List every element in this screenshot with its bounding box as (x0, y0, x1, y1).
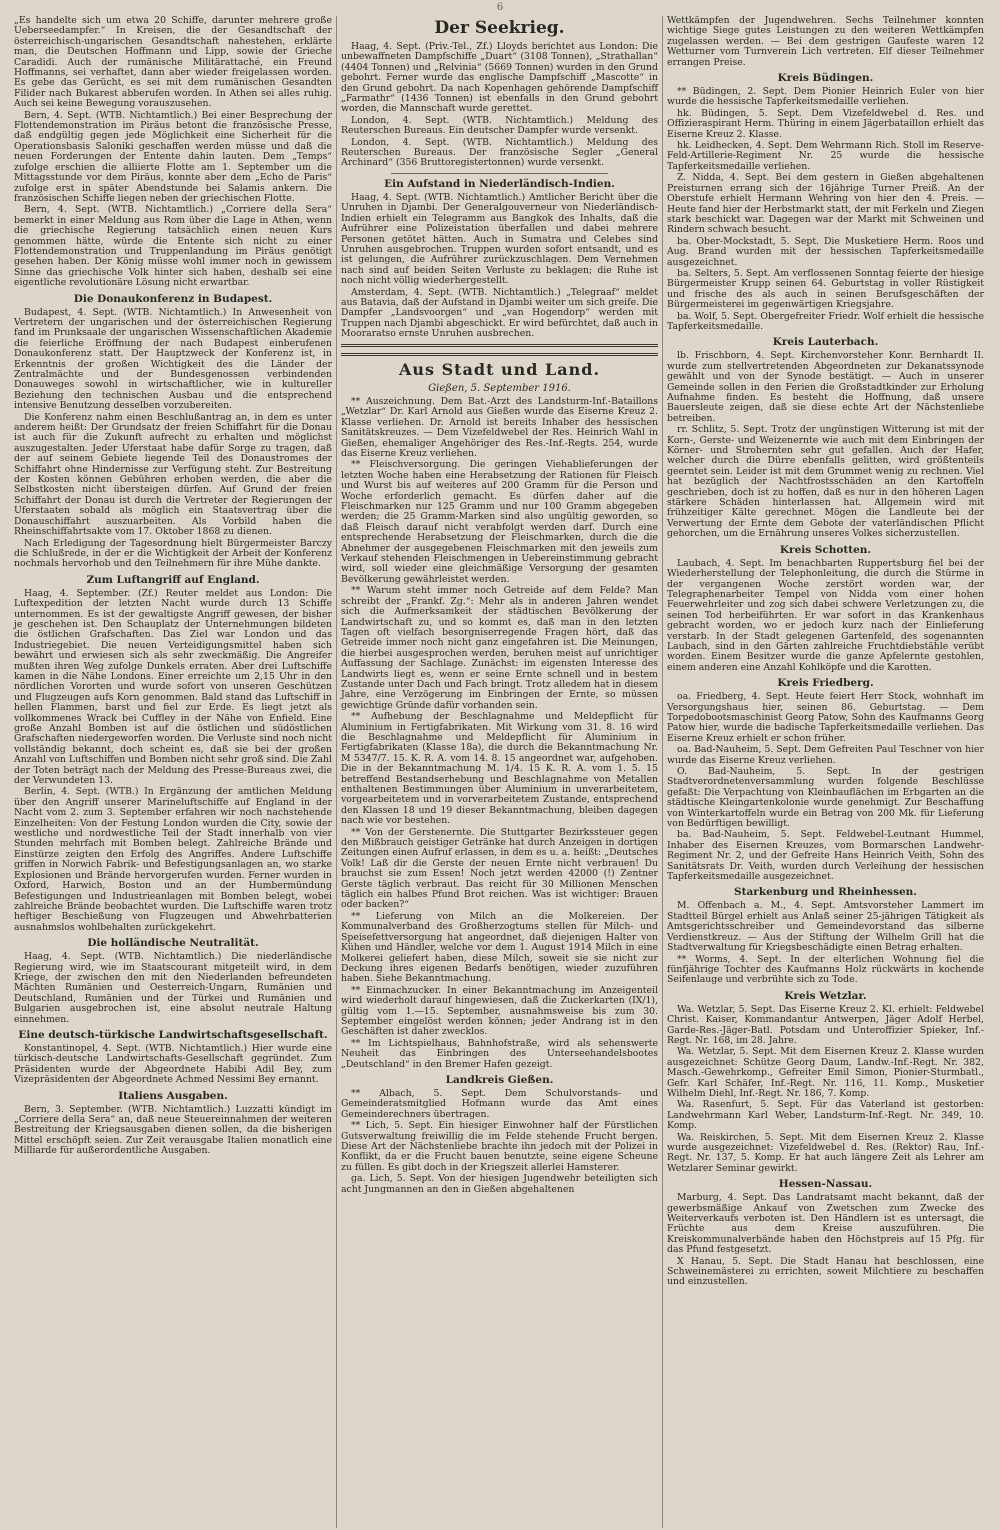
article-headline: Kreis Lauterbach. (772, 336, 879, 349)
dateline: Gießen, 5. September 1916. (428, 382, 571, 394)
article-paragraph: hk. Leidhecken, 4. Sept. Dem Wehrmann Rich. Stoll im Reserve-Feld-Artillerie-Regiment Nr. 25 wurde die hessische Tapferkeitsmedaille verliehen. (667, 140, 984, 172)
article-paragraph: ** Worms, 4. Sept. In der elterlichen Wohnung fiel die fünfjährige Tochter des Kaufmanns Holz rückwärts in kochende Seifenlauge und verbrühte sich zu Tode. (667, 953, 984, 986)
article-paragraph: Haag, 4. Sept. (WTB. Nichtamtlich.) Die niederländische Regierung wird, wie im Staatscourant mitgeteilt wird, in dem Kriege, der zwischen den mit den Niederlanden befreundeten Mächten Rumänien und Oesterreich-Ungarn, Rumänien und Deutschland, Rumänien und der Türkei und Rumänien und Bulgarien ausgebrochen ist, eine absolut neutrale Haltung einnehmen. (14, 951, 332, 1025)
article-paragraph: Konstantinopel, 4. Sept. (WTB. Nichtamtlich.) Hier wurde eine türkisch-deutsche Landwirtschafts-Gesellschaft gegründet. Zum Präsidenten wurde der Abgeordnete Habibi Adil Bey, zum Vizepräsidenten der Abgeordnete Achmed Nessimi Bey ernannt. (14, 1042, 332, 1086)
article-paragraph: Budapest, 4. Sept. (WTB. Nichtamtlich.) In Anwesenheit von Vertretern der ungarischen und der österreichischen Regierung fand im Prunksaale der ungarischen Wissenschaftlichen Akademie die feierliche Eröffnung der nach Budapest einberufenen Donaukonferenz statt. Der Hauptzweck der Konferenz ist, in Erkenntnis der großen Wichtigkeit des die Länder der Zentralmächte und der Bundesgenossen verbindenden Donauweges sowohl in wirtschaftlicher, wie in kultureller Beziehung den technischen Ausbau und die entsprechend intensive Benutzung desselben vorzubereiten. (14, 306, 332, 412)
article-paragraph: Nach Erledigung der Tagesordnung hielt Bürgermeister Barczy die Schlußrede, in der er die Wichtigkeit der Arbeit der Konferenz nochmals hervorhob und den Teilnehmern für ihre Mühe dankte. (14, 537, 332, 570)
article-paragraph: ** Im Lichtspielhaus, Bahnhofstraße, wird als sehenswerte Neuheit das Einbringen des Unterseehandelsbootes „Deutschland“ in den Bremer Hafen gezeigt. (341, 1037, 658, 1070)
article-paragraph: ** Einmachzucker. In einer Bekanntmachung im Anzeigenteil wird wiederholt darauf hingewiesen, daß die Zuckerkarten (IX/1), gültig vom 1.—15. September, ausnahmsweise bis zum 30. September eingelöst werden können; jeder Andrang ist in den Geschäften ist daher zwecklos. (341, 984, 658, 1038)
article-paragraph: ba. Ober-Mockstadt, 5. Sept. Die Musketiere Herm. Roos und Aug. Brand wurden mit der hessischen Tapferkeitsmedaille ausgezeichnet. (667, 235, 984, 268)
article-paragraph: Bern, 4. Sept. (WTB. Nichtamtlich.) Bei einer Besprechung der Flottendemonstration im Piräus betont die französische Presse, daß endgültig gegen jede Möglichkeit eine Sicherheit für die Operationsbasis Saloniki geschaffen werden müsse und daß die neuen Forderungen der Entente dahin lauten. Dem „Temps“ zufolge erschien die alliierte Flotte am 1. September um die Mittagsstunde vor dem Piräus, konnte aber dem „Echo de Paris“ zufolge erst in später Abendstunde bei Salamis ankern. Die französischen Schiffe liegen neben der griechischen Flotte. (14, 109, 332, 204)
article-paragraph: Haag, 4. Sept. (WTB. Nichtamtlich.) Amtlicher Bericht über die Unruhen in Djambi. Der Generalgouverneur von Niederländisch-Indien erhielt ein Telegramm aus Bangkok des Inhalts, daß die Aufrührer eine Polizeistation überfallen und dabei mehrere Personen getötet hätten. Auch in Sumatra und Celebes sind Unruhen ausgebrochen. Truppen wurden sofort entsandt, und es ist gelungen, die Aufrührer zurückzuschlagen. Dem Vernehmen nach sind auf beiden Seiten Verluste zu beklagen; die Ruhe ist noch nicht völlig wiederhergestellt. (341, 191, 658, 287)
local-news-heading: Aus Stadt und Land. (341, 353, 658, 380)
article-paragraph: hk. Büdingen, 5. Sept. Dem Vizefeldwebel d. Res. und Offizieraspirant Herm. Thüring in einem Jägerbataillon erhielt das Eiserne Kreuz 2. Klasse. (667, 107, 984, 140)
article-paragraph: Wa. Reiskirchen, 5. Sept. Mit dem Eisernen Kreuz 2. Klasse wurde ausgezeichnet: Vizefeldwebel d. Res. (Rektor) Rau, Inf.-Regt. Nr. 137, 5. Komp. Er hat auch längere Zeit als Lehrer am Wetzlarer Seminar gewirkt. (667, 1131, 984, 1174)
article-paragraph: ** Büdingen, 2. Sept. Dem Pionier Heinrich Euler von hier wurde die hessische Tapferkeitsmedaille verliehen. (667, 86, 984, 108)
article-paragraph: ba. Wolf, 5. Sept. Obergefreiter Friedr. Wolf erhielt die hessische Tapferkeitsmedaille. (667, 310, 984, 332)
article-paragraph: Die Konferenz nahm einen Beschlußantrag an, in dem es unter anderem heißt: Der Grundsatz der freien Schiffahrt für die Donau ist auch für die Zukunft aufrecht zu erhalten und möglichst auszugestalten. Jeder Uferstaat habe dafür Sorge zu tragen, daß der auf seinem Gebiete liegende Teil des Donaustromes der Schiffahrt ohne Hindernisse zur Verfügung steht. Zur Bestreitung der Kosten können Gebühren erhoben werden, die aber die Selbstkosten nicht übersteigen dürfen. Auf Grund der freien Schiffahrt der Donau ist durch die Vertreter der Regierungen der Uferstaaten sobald als möglich ein Staatsvertrag über die Donauschiffahrt auszuarbeiten. Als Vorbild haben die Rheinschiffahrtsakte vom 17. Oktober 1868 zu dienen. (14, 411, 332, 538)
article-paragraph: ** Warum steht immer noch Getreide auf dem Felde? Man schreibt der „Frankf. Zg.“: Mehr als in anderen Jahren wendet sich die Aufmerksamkeit der städtischen Bevölkerung der Landwirtschaft zu, und so kommt es, daß man in den letzten Tagen oft vielfach besorgniserregende Fragen hört, daß das Getreide immer noch nicht ganz eingefahren ist. Die Meinungen, die hierbei ausgesprochen werden, beruhen meist auf unrichtiger Auffassung der Sachlage. Zunächst: im eigensten Interesse des Landwirts liegt es, wenn er seine Ernte schnell und in bestem Zustande unter Dach und Fach bringt. Trotz alledem hat in diesem Jahre, eine Verzögerung im Einbringen der Ernte, so müssen gewichtige Gründe dafür vorhanden sein. (341, 585, 658, 711)
article-paragraph: Berlin, 4. Sept. (WTB.) In Ergänzung der amtlichen Meldung über den Angriff unserer Marineluftschiffe auf England in der Nacht vom 2. zum 3. September erfahren wir noch nachstehende Einzelheiten: Von der Festung London wurden die City, sowie der westliche und nordwestliche Teil der Stadt innerhalb von vier Stunden mehrfach mit Bomben belegt. Zahlreiche Brände und Einstürze zeigten den Erfolg des Angriffes. Andere Luftschiffe griffen in Norwich Fabrik- und Befestigungsanlagen an, wo starke Explosionen und Brände hervorgerufen wurden. Ferner wurden in Oxford, Harwich, Boston und an der Humbermündung Befestigungen und Industrieanlagen mit Bomben belegt, wobei zahlreiche Brände beobachtet wurden. Die Luftschiffe waren trotz heftiger Beschießung von Flugzeugen und Abwehrbatterien ausnahmslos wohlbehalten zurückgekehrt. (14, 786, 332, 933)
article-headline: Kreis Friedberg. (777, 677, 874, 690)
article-paragraph: Marburg, 4. Sept. Das Landratsamt macht bekannt, daß der gewerbsmäßige Ankauf von Zwetschen zum Zwecke des Weiterverkaufs verboten ist. Den Händlern ist es untersagt, die Früchte aus dem Kreise auszuführen. Die Kreiskommunalverbände haben den Höchstpreis auf 15 Pfg. für das Pfund festgesetzt. (667, 1192, 984, 1256)
double-divider (341, 344, 658, 347)
article-headline: Kreis Büdingen. (777, 72, 874, 85)
article-paragraph: Wa. Wetzlar, 5. Sept. Mit dem Eisernen Kreuz 2. Klasse wurden ausgezeichnet: Schütze Georg Daum, Landw.-Inf.-Regt. Nr. 382, Masch.-Gewehrkomp., Gefreiter Emil Simon, Pionier-Sturmbatl., Gefr. Karl Schäfer, Inf.-Regt. Nr. 116, 11. Komp., Musketier Wilhelm Diehl, Inf.-Regt. Nr. 186, 7. Komp. (667, 1046, 984, 1099)
article-paragraph: Wa. Rasenfurt, 5. Sept. Für das Vaterland ist gestorben: Landwehrmann Karl Weber, Landsturm-Inf.-Regt. Nr. 349, 10. Komp. (667, 1099, 984, 1132)
columns (10, 16, 990, 1528)
article-paragraph: London, 4. Sept. (WTB. Nichtamtlich.) Meldung des Reuterschen Bureaus. Ein deutscher Dampfer wurde versenkt. (341, 114, 658, 137)
column-1 (10, 16, 336, 1528)
article-paragraph: Laubach, 4. Sept. Im benachbarten Ruppertsburg fiel bei der Wiederherstellung der Telephonleitung, die durch die Stürme in der vergangenen Woche zerstört worden war, der Telegraphenarbeiter Tempel von Nidda vom einer hohen Feuerwehrleiter und zog sich dabei schwere Verletzungen zu, die seinen Tod herbeiführten. Er war sofort in das Krankenhaus gebracht worden, wo er jedoch kurz nach der Einlieferung verstarb. In der Stadt gelegenen Gartenfeld, des sogenannten Laubach, sind in den Gärten zahlreiche Fruchtdiebstähle verübt worden. Einem Besitzer wurde die ganze Apfelernte gestohlen, einem anderen eine Anzahl Kohlköpfe und die Karotten. (667, 557, 984, 673)
article-paragraph: Haag, 4. September. (Zf.) Reuter meldet aus London: Die Luftexpedition der letzten Nacht wurde durch 13 Schiffe unternommen. Es ist der gewaltigste Angriff gewesen, der bisher je geschehen ist. Den Schauplatz der Unternehmungen bildeten die östlichen Grafschaften. Das Ziel war London und das Industriegebiet. Die neuen Verteidigungsmittel haben sich bewährt und erwiesen sich als sehr zweckmäßig. Die Angreifer mußten ihren Weg zufolge Dunkels erraten. Aber drei Luftschiffe kamen in die Nähe Londons. Einer erreichte um 2,15 Uhr in den nördlichen Vororten und wurde sofort von unseren Geschützen und Flugzeugen aufs Korn genommen. Bald stand das Luftschiff in hellen Flammen, barst und fiel zur Erde. Es liegt jetzt als vollkommenes Wrack bei Cuffley in der Nähe von Enfield. Eine große Anzahl Bomben ist auf die östlichen und südöstlichen Grafschaften niedergeworfen worden. Die Verluste sind noch nicht vollständig bekannt, doch scheint es, daß sie bei der großen Anzahl von Luftschiffen und Bomben nicht sehr groß sind. Die Zahl der Toten beträgt nach der Meldung des Presse-Bureaus zwei, die der Verwundeten 13. (14, 587, 332, 787)
article-headline: Die holländische Neutralität. (87, 937, 259, 950)
column-3 (662, 16, 988, 1528)
article-paragraph: Bern, 3. September. (WTB. Nichtamtlich.) Luzzatti kündigt im „Corriere della Sera“ an, daß neue Steuereinnahmen der weiteren Bestreitung der Kriegsausgaben dienen sollen, da die bisherigen Mittel erschöpft seien. Zur Zeit verausgabe Italien monatlich eine Milliarde für außerordentliche Ausgaben. (14, 1103, 332, 1157)
article-paragraph: M. Offenbach a. M., 4. Sept. Amtsvorsteher Lammert im Stadtteil Bürgel erhielt aus Anlaß seiner 25-jährigen Tätigkeit als Amtsgerichtsschreiber und Gemeindevorstand das silberne Verdienstkreuz. — Aus der Stiftung der Wilhelm Grill hat die Stadtverwaltung für Kriegsbeschädigte einen Betrag erhalten. (667, 900, 984, 954)
article-paragraph: London, 4. Sept. (WTB. Nichtamtlich.) Meldung des Reuterschen Bureaus. Der französische Segler „General Archinard“ (356 Bruttoregistertonnen) wurde versenkt. (341, 136, 658, 169)
article-paragraph: Bern, 4. Sept. (WTB. Nichtamtlich.) „Corriere della Sera“ bemerkt in einer Meldung aus Rom über die Lage in Athen, wenn die griechische Regierung tatsächlich einen neuen Kurs genommen hätte, würde die Entente sich nicht zu einer Flottendemonstration und Truppenlandung im Piräus genötigt gesehen haben. Der König müsse wohl immer noch in gewissem Sinne das griechische Volk hinter sich haben, deshalb sei eine eigentliche revolutionäre Lösung nicht erwartbar. (14, 204, 332, 289)
article-paragraph: ba. Bad-Nauheim, 5. Sept. Feldwebel-Leutnant Hummel, Inhaber des Eisernen Kreuzes, vom Bormarschen Landwehr-Regiment Nr. 2, und der Gefreite Hans Heinrich Veith, Sohn des Sanitätsrats Dr. Veith, wurden durch Verleihung der hessischen Tapferkeitsmedaille ausgezeichnet. (667, 829, 984, 883)
article-paragraph: ** Albach, 5. Sept. Dem Schulvorstands- und Gemeinderatsmitglied Hofmann wurde das Amt eines Gemeinderechners übertragen. (341, 1087, 658, 1120)
article-paragraph: Haag, 4. Sept. (Priv.-Tel., Zf.) Lloyds berichtet aus London: Die unbewaffneten Dampfschiffe „Duart“ (3108 Tonnen), „Strathallan“ (4404 Tonnen) und „Relvinia“ (5669 Tonnen) wurden in den Grund gebohrt. Ferner wurde das englische Dampfschiff „Mascotte“ in den Grund gebohrt. Da nach Kopenhagen gehörende Dampfschiff „Farmathr“ (1436 Tonnen) ist ebenfalls in den Grund gebohrt worden, die Mannschaft wurde gerettet. (341, 41, 658, 115)
article-headline: Starkenburg und Rheinhessen. (734, 886, 917, 899)
article-paragraph: „Es handelte sich um etwa 20 Schiffe, darunter mehrere große Ueberseedampfer.“ In Kreisen, die der Gesandtschaft der österreichisch-ungarischen Gesandtschaft nahestehen, erklärte man, die Deutschen Hoffmann und Lipp, sowie der Grieche Caradidi. Auch der rumänische Militärattaché, ein Freund Hoffmanns, sei verhaftet, dann aber wieder freigelassen worden. Es gebe das Gerücht, es sei mit dem rumänischen Gesandten Filider nach Bukarest abberufen worden. In Athen sei alles ruhig. Auch sei keine Bewegung vorauszusehen. (14, 16, 332, 110)
article-headline: Eine deutsch-türkische Landwirtschaftsgesellschaft. (18, 1028, 328, 1041)
column-2 (336, 16, 662, 1528)
article-paragraph: ** Fleischversorgung. Die geringen Viehablieferungen der letzten Woche haben eine Herabsetzung der Rationen für Fleisch und Wurst bis auf weiteres auf 200 Gramm für die Person und Woche erforderlich gemacht. Es dürfen daher auf die Fleischmarken nur 125 Gramm und nur 100 Gramm abgegeben werden; die 25 Gramm-Marken sind also ungültig geworden, so daß Fleisch darauf nicht verabfolgt werden darf. Durch eine entsprechende Herabsetzung der Fleischmarken, durch die die Abnehmer der ausgegebenen Fleischmarken mit den jeweils zum Verkauf stehenden Fleischmengen in Uebereinstimmung gebracht wird, soll wieder eine gleichmäßige Versorgung der gesamten Bevölkerung gewährleistet werden. (341, 459, 658, 585)
article-headline: Zum Luftangriff auf England. (86, 573, 260, 586)
article-paragraph: oa. Bad-Nauheim, 5. Sept. Dem Gefreiten Paul Teschner von hier wurde das Eiserne Kreuz verliehen. (667, 744, 984, 766)
article-headline: Ein Aufstand in Niederländisch-Indien. (384, 177, 615, 190)
article-paragraph: ba. Selters, 5. Sept. Am verflossenen Sonntag feierte der hiesige Bürgermeister Krupp seinen 64. Geburtstag in voller Rüstigkeit und frische des als auch in seinen Berufsgeschäften der Bürgermeisterei im gegenwärtigen Kriegsjahre. (667, 267, 984, 311)
article-paragraph: ** Lich, 5. Sept. Ein hiesiger Einwohner half der Fürstlichen Gutsverwaltung freiwillig die im Felde stehende Frucht bergen. Diese Art der Nächstenliebe brachte ihn jedoch mit der Polizei in Konflikt, da er die Frucht bauen benutzte, seine eigene Scheune zu füllen. Es gibt doch in der Kriegszeit allerlei Hamsterer. (341, 1120, 658, 1173)
article-paragraph: O. Bad-Nauheim, 5. Sept. In der gestrigen Stadtverordnetenversammlung wurden folgende Beschlüsse gefaßt: Die Verpachtung von Kleinbauflächen im Erbgarten an die städtische Kleingartenkolonie wurde genehmigt. Zur Beschaffung von Winterkartoffeln wurde ein Betrag von 200 Mk. für Lieferung von Bedürftigen bewilligt. (667, 766, 984, 830)
article-headline: Landkreis Gießen. (445, 1073, 554, 1086)
article-paragraph: ** Auszeichnung. Dem Bat.-Arzt des Landsturm-Inf.-Bataillons „Wetzlar“ Dr. Karl Arnold aus Gießen wurde das Eiserne Kreuz 2. Klasse verliehen. Dr. Arnold ist bereits Inhaber des hessischen Sanitätskreuzes. — Dem Vizefeldwebel der Res. Heinrich Wahl in Gießen, ehemaliger Angehöriger des Res.-Inf.-Regts. 254, wurde das Eiserne Kreuz verliehen. (341, 395, 658, 459)
article-paragraph: ** Aufhebung der Beschlagnahme und Meldepflicht für Aluminium in Fertigfabrikaten. Mit Wirkung vom 31. 8. 16 wird die Beschlagnahme und Meldepflicht für Aluminium in Fertigfabrikaten (Klasse 18a), die durch die Bekanntmachung Nr. M 5347/7. 15. K. R. A. vom 14. 8. 15 angeordnet war, aufgehoben. Die in der Bekanntmachung M. 1/4. 15 K. R. A. vom 1. 5. 15 betreffend Bestandserhebung und Beschlagnahme von Metallen enthaltenen Bestimmungen über Aluminium in unverarbeitetem, vorgearbeitetem und in vorverarbeitetem Zustande, entsprechend den Klassen 18 und 19 dieser Bekanntmachung, bleiben dagegen nach wie vor bestehen. (341, 711, 658, 827)
article-paragraph: oa. Friedberg, 4. Sept. Heute feiert Herr Stock, wohnhaft im Versorgungshaus hier, seinen 86. Geburtstag. — Dem Torpedobootsmaschinist Georg Patow, Sohn des Kaufmanns Georg Patow hier, wurde die badische Tapferkeitsmedaille verliehen. Das Eiserne Kreuz erhielt er schon früher. (667, 691, 984, 744)
article-paragraph: ** Lieferung von Milch an die Molkereien. Der Kommunalverband des Großherzogtums stellen für Milch- und Speisefettversorgung hat angeordnet, daß diejenigen Halter von Kühen und Händler, welche vor dem 1. August 1914 Milch in eine Molkerei geliefert haben, diese Milch, soweit sie sie nicht zur Deckung ihres eigenen Bedarfs benötigen, wieder zuzuführen haben. Siehe Bekanntmachung. (341, 910, 658, 985)
article-paragraph: lb. Frischborn, 4. Sept. Kirchenvorsteher Konr. Bernhardt II. wurde zum stellvertretenden Abgeordneten zur Dekanatssynode gewählt und von der Synode bestätigt. — Auch in unserer Gemeinde sollen in den Ferien die Großstadtkinder zur Erholung Aufnahme finden. Es besteht die Hoffnung, daß unsere Bauersleute zeigen, daß sie diese echte Art der Nächstenliebe betreiben. (667, 350, 984, 424)
article-headline: Die Donaukonferenz in Budapest. (73, 292, 273, 305)
section-heading: Der Seekrieg. (434, 18, 565, 38)
article-headline: Kreis Schotten. (779, 543, 872, 556)
article-paragraph: Amsterdam, 4. Sept. (WTB. Nichtamtlich.) „Telegraaf“ meldet aus Batavia, daß der Aufstand in Djambi weiter um sich greife. Die Dampfer „Landsvoorgen“ und „van Hogendorp“ werden mit Truppen nach Djambi abgeschickt. Er wird befürchtet, daß auch in Mooraratso ernste Unruhen ausbrechen. (341, 286, 658, 340)
article-headline: Italiens Ausgaben. (118, 1089, 228, 1102)
article-headline: Kreis Wetzlar. (784, 989, 867, 1002)
article-paragraph: ** Von der Gerstenernte. Die Stuttgarter Bezirkssteuer gegen den Mißbrauch geistiger Getränke hat durch Anzeigen in dortigen Zeitungen einen Aufruf erlassen, in dem es u. a. heißt: „Deutsches Volk! Laß dir die Gerste der neuen Ernte nicht verbrauen! Du brauchst sie zum Essen! Noch jetzt werden 42000 (!) Zentner Gerste täglich verbraut. Das reicht für 30 Millionen Menschen täglich ein halbes Pfund Brot reichen. Was ist wichtiger: Brauen oder backen?“ (341, 826, 658, 911)
article-paragraph: Wettkämpfen der Jugendwehren. Sechs Teilnehmer konnten wichtige Siege gutes Leistungen zu den weiteren Wettkämpfen zugelassen werden. — Bei dem gestrigen Gaufeste waren 12 Wetturner vom Turnverein Lich vertreten. Elf dieser Teilnehmer errangen Preise. (667, 16, 984, 68)
article-paragraph: Wa. Wetzlar, 5. Sept. Das Eiserne Kreuz 2. Kl. erhielt: Feldwebel Christ. Kaiser, Kommandantur Antwerpen, Jäger Adolf Herbel, Garde-Res.-Jäger-Batl. Potsdam und Unteroffizier Spieker, Inf.-Regt. Nr. 168, im 28. Jahre. (667, 1003, 984, 1046)
article-paragraph: ga. Lich, 5. Sept. Von der hiesigen Jugendwehr beteiligten sich acht Jungmannen an den in Gießen abgehaltenen (341, 1173, 658, 1195)
article-headline: Hessen-Nassau. (778, 1178, 873, 1191)
article-paragraph: rr. Schlitz, 5. Sept. Trotz der ungünstigen Witterung ist mit der Korn-, Gerste- und Weizenernte wie auch mit dem Einbringen der Körner- und Strohernten sehr gut gefallen. Auch der Hafer, welcher durch die Dürre ebenfalls gelitten, wird größtenteils geerntet sein. Leider ist mit dem Grummet wenig zu rechnen. Viel hat bezüglich der Nachtfrostsschäden an den Kartoffeln geschrieben, doch ist zu hoffen, daß es nur in den höheren Lagen stärkere Schäden hinterlassen hat. Allgemein wird mit frühzeitiger Kälte gerechnet. Mögen die Landleute bei der Verwertung der Ernte dem Gebote der vaterländischen Pflicht gehorchen, um die Ernährung unseres Volkes sicherzustellen. (667, 424, 984, 540)
divider (391, 173, 608, 174)
page-number: 6 (496, 2, 504, 13)
article-paragraph: Z. Nidda, 4. Sept. Bei dem gestern in Gießen abgehaltenen Preisturnen errang sich der 16jährige Turner Preiß. An der Oberstufe erhielt Hermann Wehring von hier den 4. Preis. — Heute fand hier der Herbstmarkt statt, der mit Ferkeln und Ziegen stark beschickt war. Dagegen war der Markt mit Schweinen und Rindern schwach besucht. (667, 172, 984, 236)
article-paragraph: X Hanau, 5. Sept. Die Stadt Hanau hat beschlossen, eine Schweinemästerei zu errichten, soweit Milchtiere zu beschaffen und einzustellen. (667, 1255, 984, 1288)
